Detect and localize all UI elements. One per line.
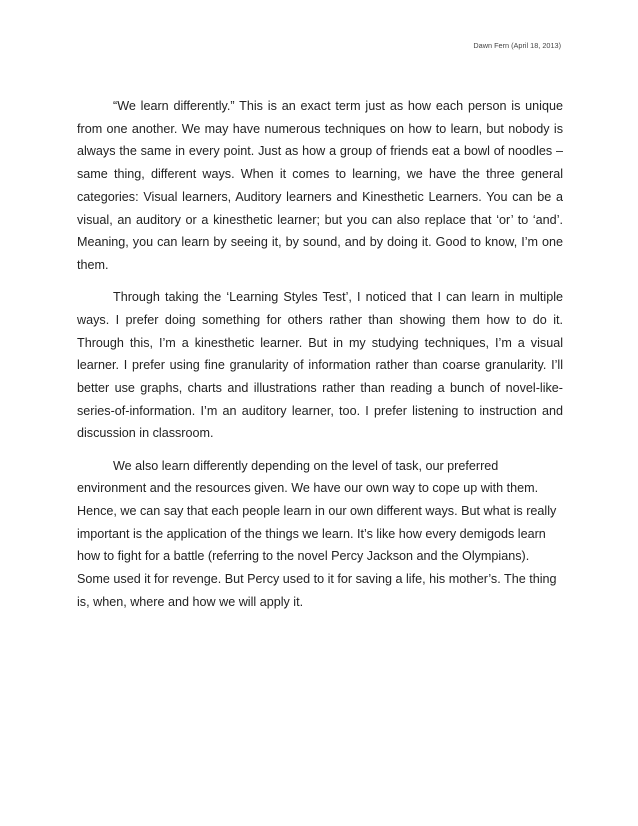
- essay-body: [77, 95, 563, 623]
- paragraph-3: We also learn differently depending on the level of task, our preferred environment and the resources given. We have our own way to cope up with them. Hence, we can say that each people learn in our own different ways. But what is really important is the application of the things we learn. It’s like how every demigods learn how to fight for a battle (referring to the novel Percy Jackson and the Olympians). Some used it for revenge. But Percy used to it for saving a life, his mother’s. The thing is, when, where and how we will apply it.: [77, 458, 557, 609]
- paragraph-1: “We learn differently.” This is an exact term just as how each person is unique from one another. We may have numerous techniques on how to learn, but nobody is always the same in every point. Just as how a group of friends eat a bowl of noodles – same thing, different ways. When it comes to learning, we have the three general categories: Visual learners, Auditory learners and Kinesthetic Learners. You can be a visual, an auditory or a kinesthetic learner; but you can also replace that ‘or’ to ‘and’. Meaning, you can learn by seeing it, by sound, and by doing it. Good to know, I’m one them.: [77, 99, 563, 272]
- paragraph-2: Through taking the ‘Learning Styles Test’, I noticed that I can learn in multiple ways. I prefer doing something for others rather than showing them how to do it. Through this, I’m a kinesthetic learner. But in my studying techniques, I’m a visual learner. I prefer using fine granularity of information rather than coarse granularity. I’ll better use graphs, charts and illustrations rather than reading a bunch of novel-like-series-of-information. I’m an auditory learner, too. I prefer listening to instruction and discussion in classroom.: [77, 290, 563, 441]
- page-header: Dawn Fern (April 18, 2013): [473, 41, 561, 50]
